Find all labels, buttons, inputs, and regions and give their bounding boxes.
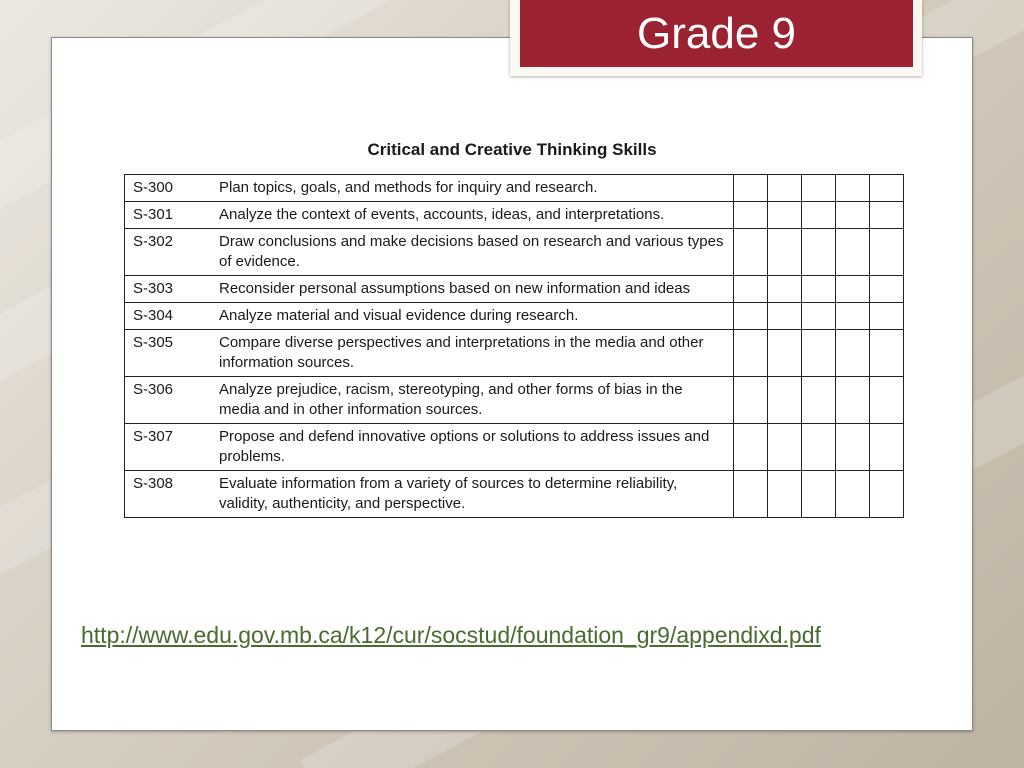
slide-title: Grade 9	[637, 8, 796, 58]
checkbox-cell	[802, 276, 836, 303]
slide-content-panel	[51, 37, 973, 731]
table-title: Critical and Creative Thinking Skills	[367, 140, 657, 159]
checkbox-cell	[734, 330, 768, 377]
skill-code: S-308	[125, 471, 214, 518]
checkbox-cell	[870, 424, 904, 471]
checkbox-cell	[734, 377, 768, 424]
table-row	[125, 330, 904, 377]
skill-description: Reconsider personal assumptions based on new information and ideas	[213, 276, 734, 303]
checkbox-cell	[734, 202, 768, 229]
checkbox-cell	[768, 202, 802, 229]
skills-table	[124, 174, 904, 518]
checkbox-cell	[870, 202, 904, 229]
checkbox-cell	[836, 471, 870, 518]
skill-code: S-301	[125, 202, 214, 229]
checkbox-cell	[734, 229, 768, 276]
skill-description: Analyze prejudice, racism, stereotyping, and other forms of bias in the media and in other information sources.	[213, 377, 734, 424]
checkbox-cell	[768, 377, 802, 424]
table-row	[125, 175, 904, 202]
checkbox-cell	[870, 377, 904, 424]
checkbox-cell	[870, 276, 904, 303]
skill-code: S-306	[125, 377, 214, 424]
checkbox-cell	[836, 175, 870, 202]
checkbox-cell	[836, 424, 870, 471]
checkbox-cell	[768, 424, 802, 471]
table-row	[125, 471, 904, 518]
skill-code: S-303	[125, 276, 214, 303]
checkbox-cell	[768, 229, 802, 276]
checkbox-cell	[802, 202, 836, 229]
checkbox-cell	[870, 303, 904, 330]
skill-code: S-304	[125, 303, 214, 330]
checkbox-cell	[836, 330, 870, 377]
checkbox-cell	[802, 330, 836, 377]
checkbox-cell	[734, 276, 768, 303]
skill-code: S-307	[125, 424, 214, 471]
checkbox-cell	[802, 377, 836, 424]
source-link[interactable]: http://www.edu.gov.mb.ca/k12/cur/socstud/foundation_gr9/appendixd.pdf	[81, 622, 821, 648]
checkbox-cell	[734, 175, 768, 202]
skill-description: Propose and defend innovative options or solutions to address issues and problems.	[213, 424, 734, 471]
checkbox-cell	[768, 276, 802, 303]
checkbox-cell	[836, 276, 870, 303]
table-row	[125, 424, 904, 471]
checkbox-cell	[836, 202, 870, 229]
title-box	[510, 0, 922, 76]
skill-description: Draw conclusions and make decisions based on research and various types of evidence.	[213, 229, 734, 276]
skill-code: S-305	[125, 330, 214, 377]
checkbox-cell	[802, 471, 836, 518]
checkbox-cell	[768, 330, 802, 377]
checkbox-cell	[836, 377, 870, 424]
skill-code: S-300	[125, 175, 214, 202]
checkbox-cell	[802, 229, 836, 276]
checkbox-cell	[802, 424, 836, 471]
checkbox-cell	[836, 229, 870, 276]
checkbox-cell	[870, 471, 904, 518]
skill-code: S-302	[125, 229, 214, 276]
checkbox-cell	[768, 175, 802, 202]
checkbox-cell	[802, 303, 836, 330]
table-row	[125, 377, 904, 424]
skill-description: Compare diverse perspectives and interpretations in the media and other information sources.	[213, 330, 734, 377]
title-banner	[520, 0, 913, 67]
table-row	[125, 303, 904, 330]
skill-description: Analyze material and visual evidence during research.	[213, 303, 734, 330]
checkbox-cell	[734, 303, 768, 330]
checkbox-cell	[836, 303, 870, 330]
table-row	[125, 202, 904, 229]
checkbox-cell	[734, 424, 768, 471]
checkbox-cell	[870, 330, 904, 377]
checkbox-cell	[768, 303, 802, 330]
checkbox-cell	[802, 175, 836, 202]
checkbox-cell	[768, 471, 802, 518]
skill-description: Evaluate information from a variety of sources to determine reliability, validity, authenticity, and perspective.	[213, 471, 734, 518]
skill-description: Analyze the context of events, accounts, ideas, and interpretations.	[213, 202, 734, 229]
table-row	[125, 276, 904, 303]
checkbox-cell	[870, 175, 904, 202]
checkbox-cell	[870, 229, 904, 276]
table-row	[125, 229, 904, 276]
checkbox-cell	[734, 471, 768, 518]
skill-description: Plan topics, goals, and methods for inquiry and research.	[213, 175, 734, 202]
